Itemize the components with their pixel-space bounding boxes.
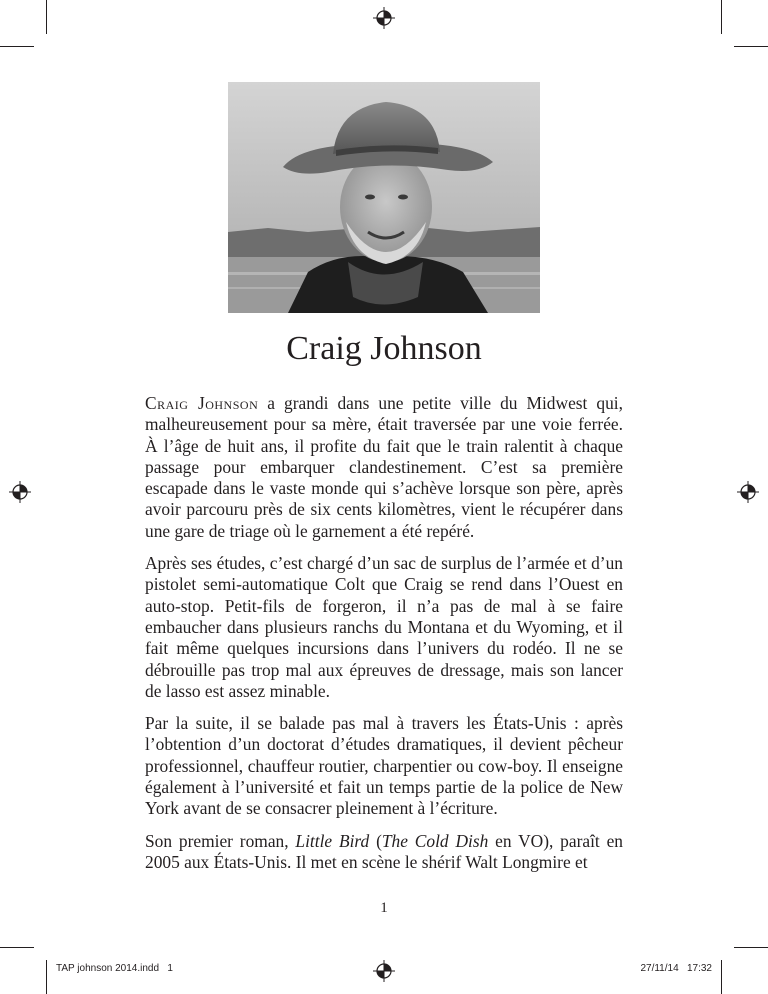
bio-paragraph <box>145 831 623 874</box>
registration-mark-icon <box>9 481 31 503</box>
bio-text: en VO), paraît en 2005 aux États-Unis. Il met en scène le shérif Walt Longmire et <box>145 830 623 872</box>
book-title: Little Bird <box>295 830 370 851</box>
bio-text: ( <box>369 830 382 851</box>
crop-mark-icon <box>721 0 722 34</box>
crop-mark-icon <box>721 960 722 994</box>
book-title-original: The Cold Dish <box>381 830 489 851</box>
slug-filename: TAP johnson 2014.indd 1 <box>56 963 173 974</box>
crop-mark-icon <box>46 0 47 34</box>
crop-mark-icon <box>734 947 768 948</box>
registration-mark-icon <box>373 7 395 29</box>
author-name-heading: Craig Johnson <box>286 330 482 367</box>
slug-datetime: 27/11/14 17:32 <box>640 963 712 974</box>
crop-mark-icon <box>0 46 34 47</box>
author-portrait-photo <box>228 82 540 313</box>
bio-text: Son premier roman, <box>145 830 296 851</box>
author-biography <box>145 393 623 884</box>
crop-mark-icon <box>46 960 47 994</box>
bio-paragraph: Après ses études, c’est chargé d’un sac de surplus de l’armée et d’un pistolet semi-automatique Colt que Craig se rend dans l’Ouest en auto-stop. Petit-fils de forgeron, il n’a pas de mal à se faire embaucher dans plusieurs ranchs du Montana et du Wyoming, et il fait même quelques incursions dans l’univers du rodéo. Il ne se débrouille pas trop mal aux épreuves de dressage, mais son lancer de lasso est assez minable. <box>145 553 623 701</box>
crop-mark-icon <box>734 46 768 47</box>
bio-text: a grandi dans une petite ville du Midwest qui, malheureusement pour sa mère, était traversée par une voie ferrée. À l’âge de huit ans, il profite du fait que le train ralentit à chaque passage pour embarquer clandestinement. C’est sa première escapade dans le vaste monde qui s’achève lorsque son père, après avoir parcouru près de six cents kilomètres, vient le récupérer dans une gare de triage où le garnement a été repéré. <box>145 393 623 541</box>
bio-paragraph: Par la suite, il se balade pas mal à travers les États-Unis : après l’obtention d’un doctorat d’études dramatiques, il devient pêcheur professionnel, chauffeur routier, charpentier ou cow-boy. Il enseigne également à l’université et fait un temps partie de la police de New York avant de se consacrer pleinement à l’écriture. <box>145 713 623 819</box>
registration-mark-icon <box>373 960 395 982</box>
registration-mark-icon <box>737 481 759 503</box>
page-number: 1 <box>380 900 388 916</box>
crop-mark-icon <box>0 947 34 948</box>
bio-paragraph <box>145 393 623 542</box>
author-name-smallcaps: Craig Johnson <box>145 393 259 413</box>
